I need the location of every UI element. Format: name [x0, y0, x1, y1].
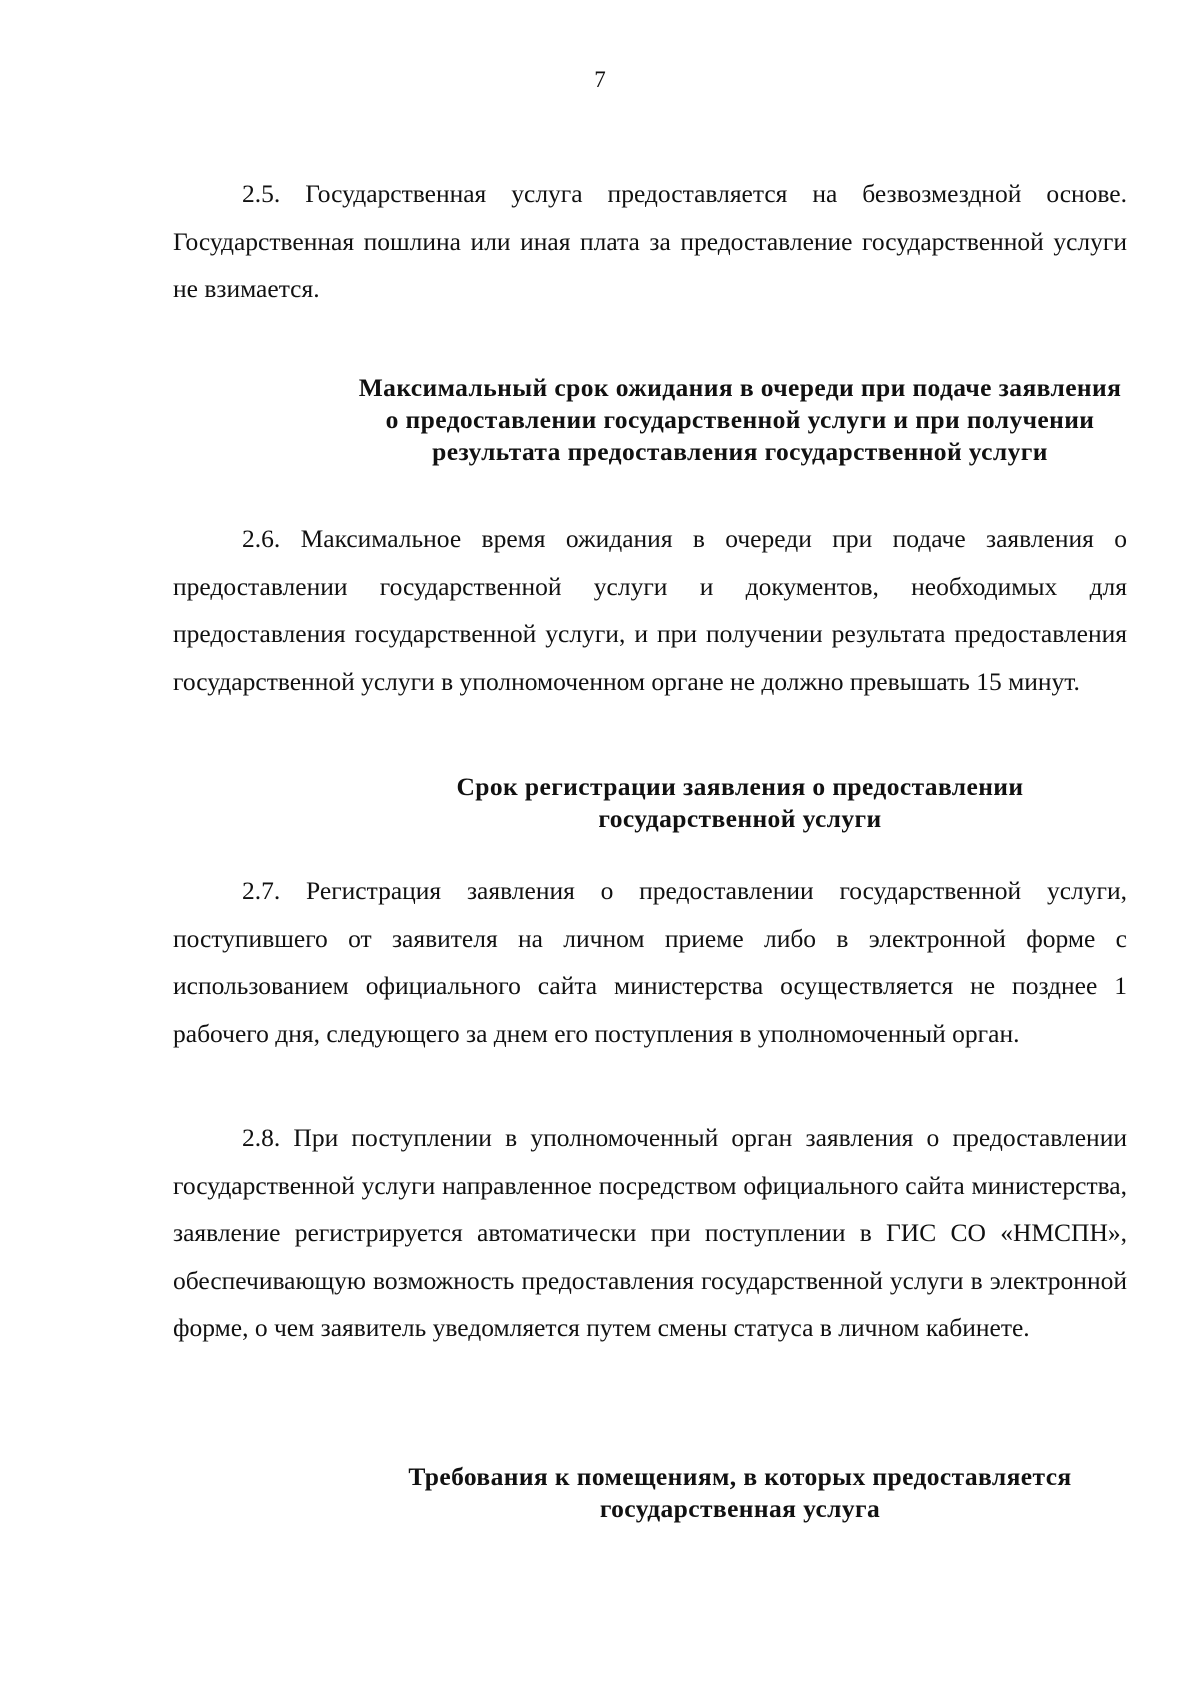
heading-line: государственной услуги: [598, 804, 882, 833]
heading-registration-term: [263, 771, 1200, 835]
heading-line: государственная услуга: [599, 1494, 881, 1523]
heading-line: Требования к помещениям, в которых предоставляется: [408, 1462, 1072, 1491]
heading-line: Срок регистрации заявления о предоставлении: [456, 772, 1024, 801]
heading-line: результата предоставления государственной услуги: [432, 437, 1048, 466]
paragraph-2-8: 2.8. При поступлении в уполномоченный орган заявления о предоставлении государственной услуги направленное посредством официального сайта министерства, заявление регистрируется автоматически при поступлении в ГИС СО «НМСПН», обеспечивающую возможность предоставления государственной услуги в электронной форме, о чем заявитель уведомляется путем смены статуса в личном кабинете.: [173, 1123, 1127, 1342]
heading-line: о предоставлении государственной услуги и при получении: [385, 405, 1095, 434]
paragraph-2-5: 2.5. Государственная услуга предоставляется на безвозмездной основе. Государственная пошлина или иная плата за предоставление государственной услуги не взимается.: [173, 179, 1127, 303]
paragraph-2-6: 2.6. Максимальное время ожидания в очереди при подаче заявления о предоставлении государственной услуги и документов, необходимых для предоставления государственной услуги, и при получении результата предоставления государственной услуги в уполномоченном органе не должно превышать 15 минут.: [173, 524, 1127, 696]
heading-waiting-time: [263, 372, 1200, 468]
page-number: 7: [594, 67, 606, 92]
heading-premises-requirements: [263, 1461, 1200, 1525]
heading-line: Максимальный срок ожидания в очереди при подаче заявления: [358, 373, 1122, 402]
paragraph-2-7: 2.7. Регистрация заявления о предоставлении государственной услуги, поступившего от заявителя на личном приеме либо в электронной форме с использованием официального сайта министерства осуществляется не позднее 1 рабочего дня, следующего за днем его поступления в уполномоченный орган.: [173, 876, 1127, 1048]
